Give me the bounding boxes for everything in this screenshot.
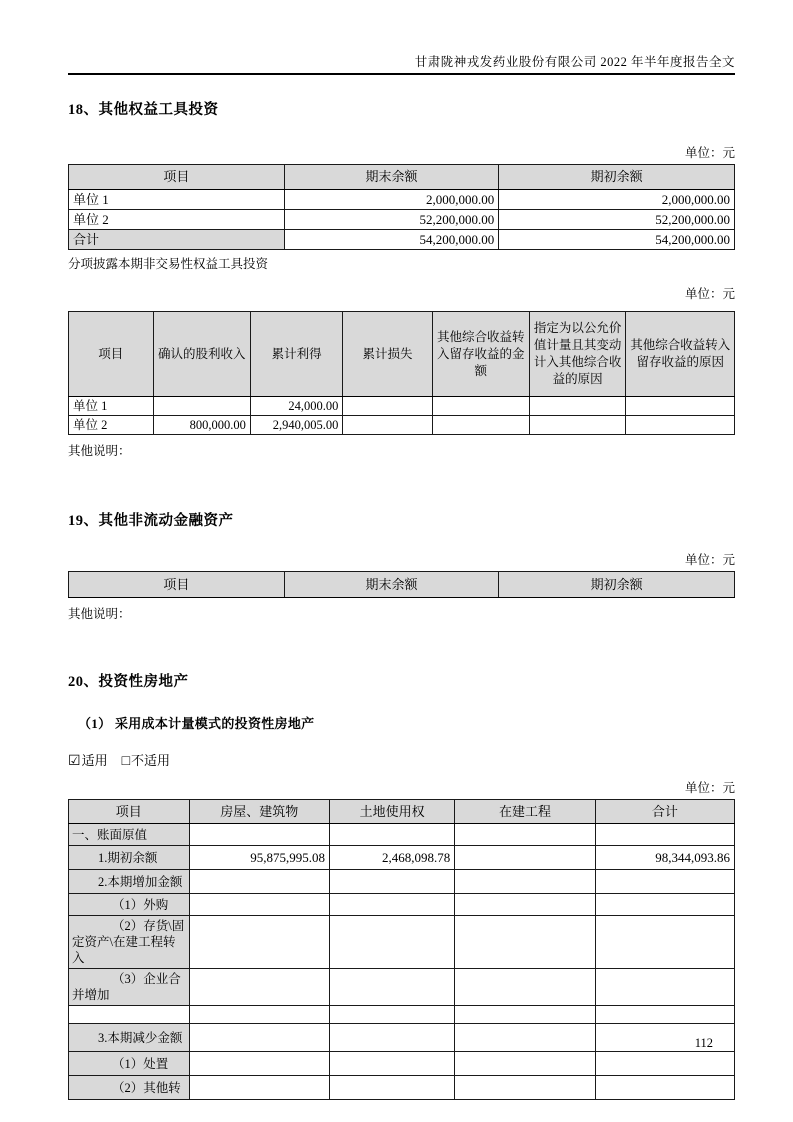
non-trading-equity-detail-table [68,311,735,435]
cell-item: 单位 2 [69,416,154,435]
cell-item: 合计 [69,230,285,250]
cell-buildings [189,1006,330,1024]
cell-construction-in-progress [455,1006,596,1024]
cell-item: （3）企业合并增加 [69,969,190,1006]
cell-land-use-rights [330,1052,455,1076]
cell-buildings [189,1024,330,1052]
cell-item: 一、账面原值 [69,824,190,846]
cell-construction-in-progress [455,870,596,894]
other-noncurrent-financial-assets-table [68,571,735,598]
table-row [69,1024,735,1052]
cell-item [69,1006,190,1024]
cell-construction-in-progress [455,894,596,916]
table-row [69,1076,735,1100]
cell-land-use-rights [330,1024,455,1052]
cell-buildings [189,1076,330,1100]
cell-land-use-rights [330,1076,455,1100]
cell-land-use-rights [330,916,455,969]
cell-total [595,824,734,846]
cell-item: （2）存货\固定资产\在建工程转入 [69,916,190,969]
cell-closing-balance: 54,200,000.00 [284,230,498,250]
cell-total [595,1024,734,1052]
col-header-closing-balance: 期末余额 [284,572,498,598]
cell-land-use-rights [330,894,455,916]
cell-cumulative-gain: 24,000.00 [250,397,343,416]
table-row [69,969,735,1006]
cell-cumulative-loss [343,397,432,416]
checkbox-not-applicable [122,753,170,768]
cell-cumulative-gain: 2,940,005.00 [250,416,343,435]
investment-property-cost-table [68,799,735,1100]
col-header-closing-balance: 期末余额 [284,165,498,190]
cell-construction-in-progress [455,916,596,969]
cell-buildings [189,969,330,1006]
col-header-item: 项目 [69,312,154,397]
col-header-land-use-rights: 土地使用权 [330,800,455,824]
cell-oci-transfer-reason [626,397,735,416]
col-header-item: 项目 [69,572,285,598]
applicability-line [68,750,735,770]
cell-total [595,870,734,894]
cell-construction-in-progress [455,1024,596,1052]
cell-oci-transfer-amount [432,397,529,416]
cell-buildings: 95,875,995.08 [189,846,330,870]
cell-fv-designation-reason [529,416,626,435]
cell-item: 1.期初余额 [69,846,190,870]
equity-instrument-summary-table [68,164,735,250]
table-row [69,1052,735,1076]
document-header [68,0,735,70]
col-header-cumulative-gain: 累计利得 [250,312,343,397]
unit-label-2: 单位：元 [684,287,735,301]
not-applicable-label: 不适用 [131,753,171,768]
checkbox-applicable [68,753,122,768]
cell-land-use-rights [330,969,455,1006]
cell-construction-in-progress [455,846,596,870]
cell-construction-in-progress [455,1076,596,1100]
unchecked-checkbox-icon: □ [121,754,131,769]
cell-total [595,1076,734,1100]
cell-total [595,1006,734,1024]
table-total-row [69,230,735,250]
col-header-fv-designation-reason: 指定为以公允价值计量且其变动计入其他综合收益的原因 [529,312,626,397]
section-20-subheading: （1） 采用成本计量模式的投资性房地产 [78,716,315,731]
col-header-cumulative-loss: 累计损失 [343,312,432,397]
section-19-heading: 19、其他非流动金融资产 [68,513,234,529]
cell-dividend-income: 800,000.00 [153,416,250,435]
table-header-row [69,800,735,824]
col-header-construction-in-progress: 在建工程 [455,800,596,824]
cell-closing-balance: 2,000,000.00 [284,190,498,210]
cell-item: 3.本期减少金额 [69,1024,190,1052]
cell-closing-balance: 52,200,000.00 [284,210,498,230]
header-divider [68,73,735,75]
cell-total [595,894,734,916]
table-header-row [69,165,735,190]
col-header-item: 项目 [69,800,190,824]
cell-item: 单位 2 [69,210,285,230]
cell-buildings [189,1052,330,1076]
table-row [69,824,735,846]
cell-opening-balance: 54,200,000.00 [499,230,735,250]
table-row [69,416,735,435]
cell-item: 单位 1 [69,190,285,210]
other-notes-label-18: 其他说明： [68,444,131,458]
cell-total [595,1052,734,1076]
table-row [69,894,735,916]
cell-item: （1）处置 [69,1052,190,1076]
col-header-oci-transfer-reason: 其他综合收益转入留存收益的原因 [626,312,735,397]
table-row [69,210,735,230]
page-number: 112 [694,1036,713,1050]
cell-total [595,969,734,1006]
col-header-oci-transfer-amount: 其他综合收益转入留存收益的金额 [432,312,529,397]
checked-checkbox-icon: ☑ [68,754,81,769]
cell-construction-in-progress [455,969,596,1006]
unit-label-4: 单位：元 [684,781,735,795]
col-header-dividend-income: 确认的股利收入 [153,312,250,397]
cell-opening-balance: 52,200,000.00 [499,210,735,230]
cell-item: 2.本期增加金额 [69,870,190,894]
table-row [69,916,735,969]
cell-construction-in-progress [455,1052,596,1076]
applicable-label: 适用 [81,753,108,768]
cell-buildings [189,916,330,969]
cell-fv-designation-reason [529,397,626,416]
cell-land-use-rights [330,824,455,846]
cell-construction-in-progress [455,824,596,846]
cell-buildings [189,870,330,894]
section-18-heading: 18、其他权益工具投资 [68,102,219,118]
table-header-row [69,312,735,397]
section-20-heading: 20、投资性房地产 [68,674,189,690]
cell-dividend-income [153,397,250,416]
cell-opening-balance: 2,000,000.00 [499,190,735,210]
cell-land-use-rights [330,870,455,894]
col-header-buildings: 房屋、建筑物 [189,800,330,824]
cell-item: （1）外购 [69,894,190,916]
cell-buildings [189,824,330,846]
cell-total [595,916,734,969]
col-header-opening-balance: 期初余额 [499,165,735,190]
cell-land-use-rights: 2,468,098.78 [330,846,455,870]
table-header-row [69,572,735,598]
col-header-total: 合计 [595,800,734,824]
document-header-title: 甘肃陇神戎发药业股份有限公司 2022 年半年度报告全文 [414,55,735,69]
cell-item: 单位 1 [69,397,154,416]
table-row [69,846,735,870]
cell-land-use-rights [330,1006,455,1024]
table-row [69,190,735,210]
table-row [69,870,735,894]
table-row [69,1006,735,1024]
other-notes-label-19: 其他说明： [68,607,131,621]
cell-cumulative-loss [343,416,432,435]
cell-item: （2）其他转 [69,1076,190,1100]
unit-label-1: 单位：元 [684,146,735,160]
cell-buildings [189,894,330,916]
non-trading-equity-note: 分项披露本期非交易性权益工具投资 [68,257,269,271]
cell-total: 98,344,093.86 [595,846,734,870]
cell-oci-transfer-reason [626,416,735,435]
col-header-item: 项目 [69,165,285,190]
table-row [69,397,735,416]
col-header-opening-balance: 期初余额 [499,572,735,598]
unit-label-3: 单位：元 [684,553,735,567]
cell-oci-transfer-amount [432,416,529,435]
